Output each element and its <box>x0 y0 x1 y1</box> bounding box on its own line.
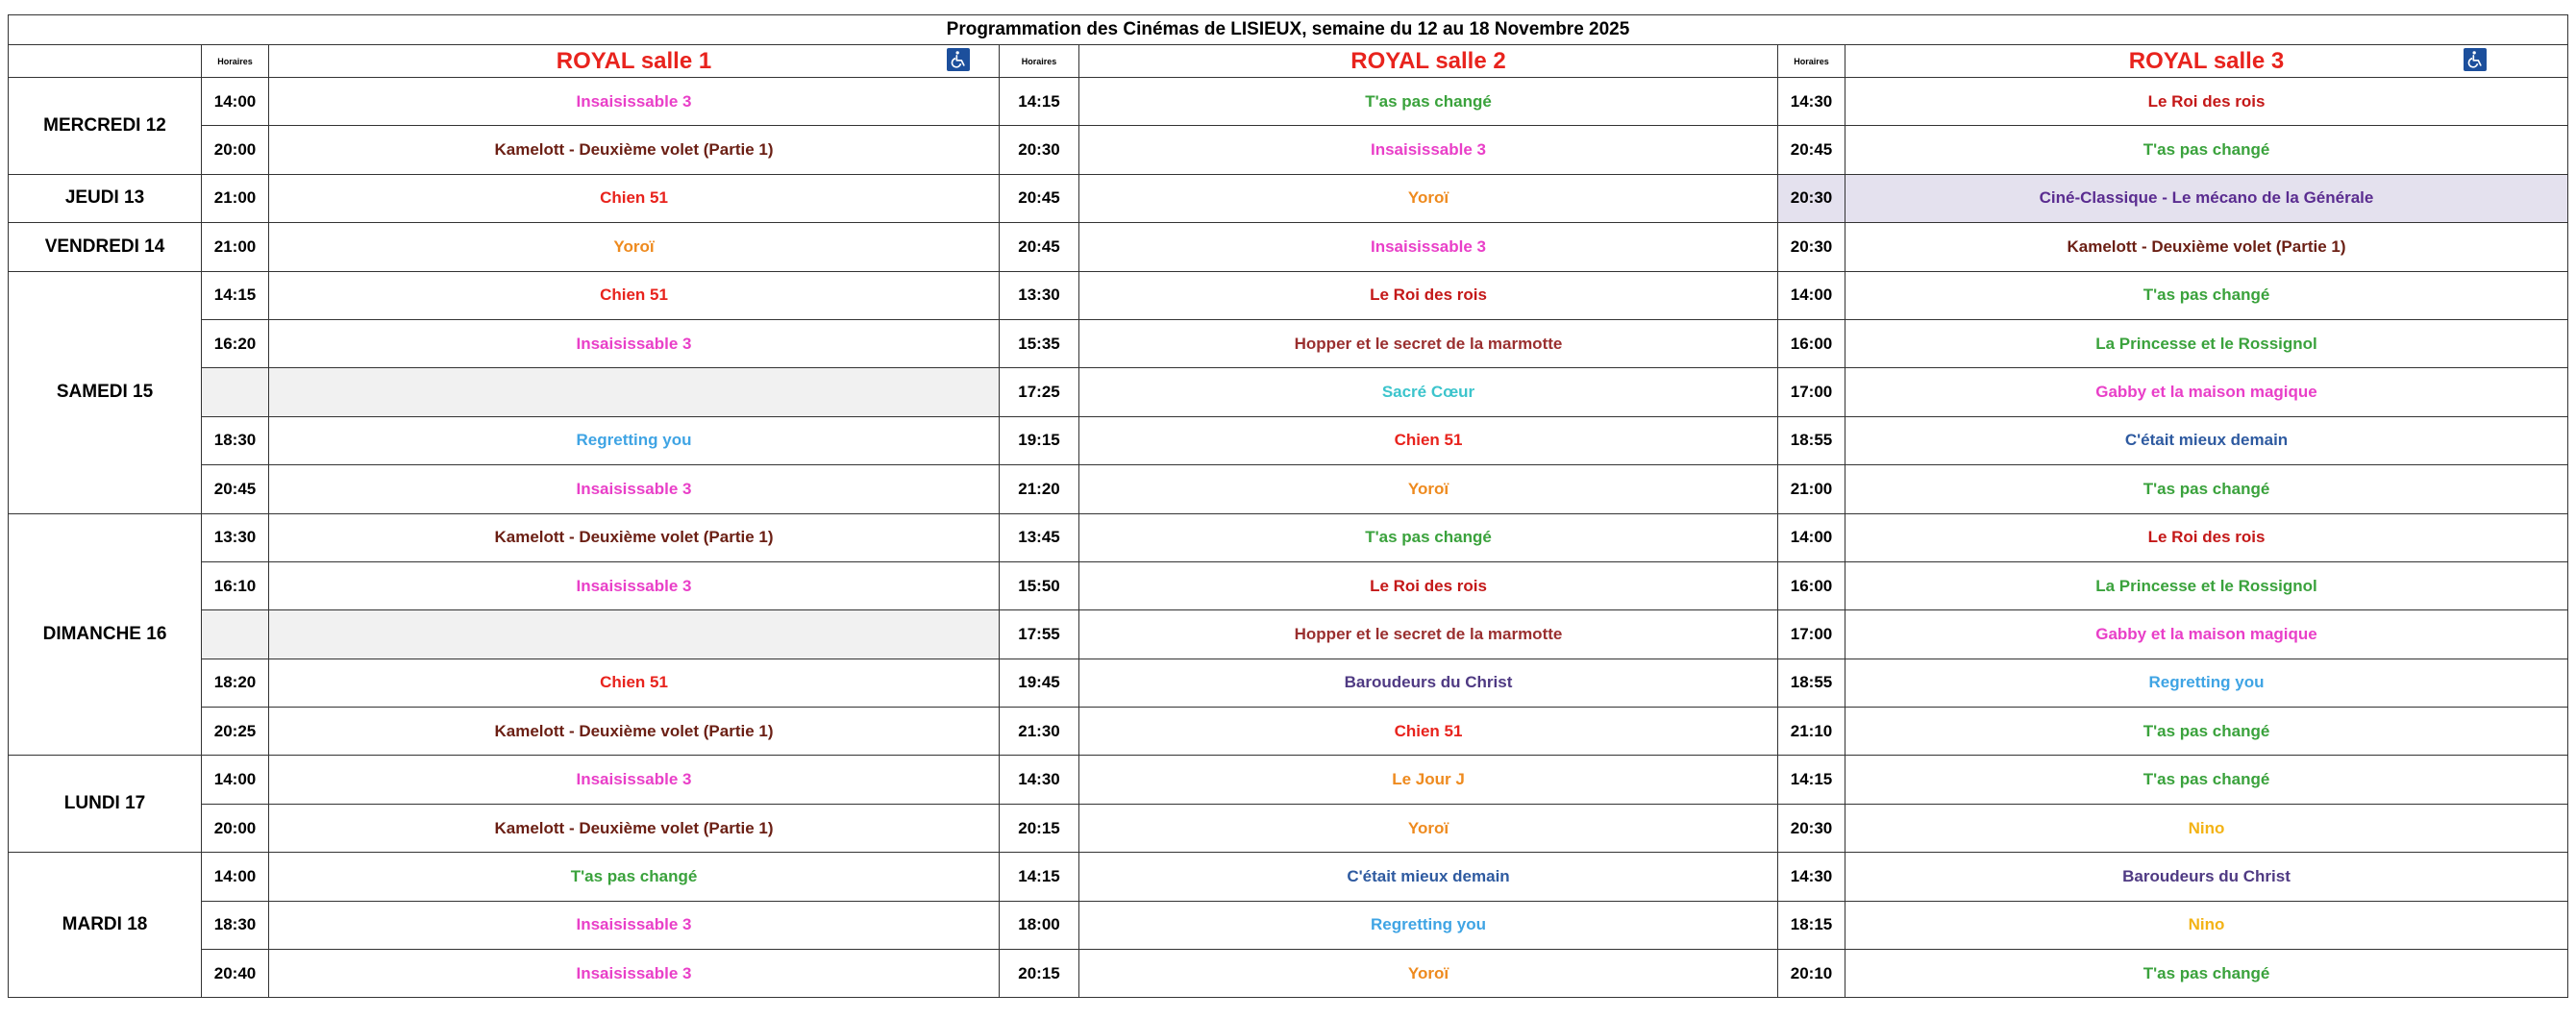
showtime-hall-1: 16:20 <box>202 319 269 367</box>
film-title-hall-3: T'as pas changé <box>1845 950 2568 998</box>
showtime-hall-3: 14:30 <box>1778 78 1845 126</box>
showtime-hall-2: 15:50 <box>1000 561 1079 609</box>
schedule-row <box>9 126 2568 174</box>
day-label: JEUDI 13 <box>9 174 202 222</box>
film-title-hall-1: Chien 51 <box>269 174 1000 222</box>
film-title-hall-2: Yoroï <box>1079 950 1778 998</box>
showtime-hall-1: 21:00 <box>202 174 269 222</box>
wheelchair-icon <box>947 48 970 71</box>
showtime-hall-2: 15:35 <box>1000 319 1079 367</box>
film-title-hall-1: Insaisissable 3 <box>269 319 1000 367</box>
film-title-hall-1: Kamelott - Deuxième volet (Partie 1) <box>269 708 1000 756</box>
showtime-hall-3: 17:00 <box>1778 610 1845 659</box>
film-title-hall-1: Insaisissable 3 <box>269 78 1000 126</box>
showtime-hall-2: 14:30 <box>1000 756 1079 804</box>
schedule-row <box>9 853 2568 901</box>
showtime-hall-2: 13:30 <box>1000 271 1079 319</box>
showtime-hall-3: 20:30 <box>1778 223 1845 271</box>
schedule-row <box>9 174 2568 222</box>
schedule-row <box>9 804 2568 852</box>
schedule-row <box>9 610 2568 659</box>
film-title-hall-2: T'as pas changé <box>1079 78 1778 126</box>
hall-2-name: ROYAL salle 2 <box>1350 47 1506 74</box>
schedule-row <box>9 271 2568 319</box>
showtime-hall-3: 18:55 <box>1778 416 1845 464</box>
film-title-hall-2: Yoroï <box>1079 465 1778 513</box>
horaires-header-3: Horaires <box>1778 45 1845 78</box>
film-title-hall-1: Insaisissable 3 <box>269 465 1000 513</box>
film-title-hall-3: Nino <box>1845 901 2568 949</box>
showtime-hall-1: 18:30 <box>202 416 269 464</box>
day-label: DIMANCHE 16 <box>9 513 202 756</box>
showtime-hall-2: 20:15 <box>1000 950 1079 998</box>
hall-2-header <box>1079 45 1778 78</box>
hall-3-header <box>1845 45 2568 78</box>
showtime-hall-3: 20:45 <box>1778 126 1845 174</box>
film-title-hall-2: C'était mieux demain <box>1079 853 1778 901</box>
hall-1-header <box>269 45 1000 78</box>
showtime-hall-1: 20:00 <box>202 804 269 852</box>
film-title-hall-1: Chien 51 <box>269 271 1000 319</box>
showtime-hall-2: 13:45 <box>1000 513 1079 561</box>
schedule-row <box>9 561 2568 609</box>
showtime-hall-3: 14:00 <box>1778 271 1845 319</box>
showtime-hall-2: 14:15 <box>1000 853 1079 901</box>
film-title-hall-1 <box>269 368 1000 416</box>
film-title-hall-1: Kamelott - Deuxième volet (Partie 1) <box>269 804 1000 852</box>
film-title-hall-2: Sacré Cœur <box>1079 368 1778 416</box>
showtime-hall-2: 20:30 <box>1000 126 1079 174</box>
showtime-hall-3: 14:15 <box>1778 756 1845 804</box>
film-title-hall-3: Baroudeurs du Christ <box>1845 853 2568 901</box>
showtime-hall-3: 20:30 <box>1778 804 1845 852</box>
film-title-hall-1: Insaisissable 3 <box>269 950 1000 998</box>
showtime-hall-3: 16:00 <box>1778 561 1845 609</box>
showtime-hall-1: 14:00 <box>202 853 269 901</box>
film-title-hall-2: Chien 51 <box>1079 416 1778 464</box>
day-label: SAMEDI 15 <box>9 271 202 513</box>
header-row <box>9 45 2568 78</box>
film-title-hall-3: T'as pas changé <box>1845 465 2568 513</box>
hall-1-name: ROYAL salle 1 <box>556 47 712 74</box>
showtime-hall-3: 18:55 <box>1778 659 1845 707</box>
schedule-row <box>9 416 2568 464</box>
film-title-hall-3: Ciné-Classique - Le mécano de la Générale <box>1845 174 2568 222</box>
film-title-hall-1: Chien 51 <box>269 659 1000 707</box>
title-row <box>9 15 2568 45</box>
film-title-hall-3: La Princesse et le Rossignol <box>1845 319 2568 367</box>
showtime-hall-1: 20:00 <box>202 126 269 174</box>
showtime-hall-2: 21:30 <box>1000 708 1079 756</box>
showtime-hall-1: 18:20 <box>202 659 269 707</box>
film-title-hall-2: Insaisissable 3 <box>1079 223 1778 271</box>
showtime-hall-1: 21:00 <box>202 223 269 271</box>
schedule-row <box>9 368 2568 416</box>
film-title-hall-3: T'as pas changé <box>1845 126 2568 174</box>
showtime-hall-1: 14:15 <box>202 271 269 319</box>
film-title-hall-2: T'as pas changé <box>1079 513 1778 561</box>
day-label: MARDI 18 <box>9 853 202 998</box>
showtime-hall-2: 14:15 <box>1000 78 1079 126</box>
film-title-hall-1: Insaisissable 3 <box>269 756 1000 804</box>
showtime-hall-3: 14:30 <box>1778 853 1845 901</box>
showtime-hall-2: 20:15 <box>1000 804 1079 852</box>
wheelchair-icon <box>2464 48 2487 71</box>
showtime-hall-3: 21:10 <box>1778 708 1845 756</box>
film-title-hall-1 <box>269 610 1000 659</box>
film-title-hall-3: Nino <box>1845 804 2568 852</box>
film-title-hall-3: T'as pas changé <box>1845 756 2568 804</box>
schedule-row <box>9 78 2568 126</box>
page-title: Programmation des Cinémas de LISIEUX, semaine du 12 au 18 Novembre 2025 <box>9 15 2568 45</box>
film-title-hall-1: Kamelott - Deuxième volet (Partie 1) <box>269 126 1000 174</box>
horaires-header-2: Horaires <box>1000 45 1079 78</box>
schedule-row <box>9 319 2568 367</box>
day-label: MERCREDI 12 <box>9 78 202 175</box>
day-label: LUNDI 17 <box>9 756 202 853</box>
showtime-hall-3: 14:00 <box>1778 513 1845 561</box>
film-title-hall-2: Yoroï <box>1079 804 1778 852</box>
film-title-hall-3: Gabby et la maison magique <box>1845 368 2568 416</box>
showtime-hall-3: 21:00 <box>1778 465 1845 513</box>
film-title-hall-3: T'as pas changé <box>1845 708 2568 756</box>
schedule-row <box>9 901 2568 949</box>
showtime-hall-3: 18:15 <box>1778 901 1845 949</box>
schedule-table <box>8 14 2568 998</box>
film-title-hall-2: Hopper et le secret de la marmotte <box>1079 610 1778 659</box>
showtime-hall-2: 21:20 <box>1000 465 1079 513</box>
schedule-row <box>9 756 2568 804</box>
showtime-hall-1: 13:30 <box>202 513 269 561</box>
day-label: VENDREDI 14 <box>9 223 202 271</box>
film-title-hall-2: Regretting you <box>1079 901 1778 949</box>
hall-3-name: ROYAL salle 3 <box>2128 47 2285 74</box>
showtime-hall-2: 19:15 <box>1000 416 1079 464</box>
showtime-hall-3: 20:10 <box>1778 950 1845 998</box>
film-title-hall-1: Regretting you <box>269 416 1000 464</box>
schedule-row <box>9 950 2568 998</box>
film-title-hall-2: Insaisissable 3 <box>1079 126 1778 174</box>
film-title-hall-2: Le Jour J <box>1079 756 1778 804</box>
showtime-hall-2: 19:45 <box>1000 659 1079 707</box>
film-title-hall-2: Hopper et le secret de la marmotte <box>1079 319 1778 367</box>
showtime-hall-1: 16:10 <box>202 561 269 609</box>
showtime-hall-1: 14:00 <box>202 78 269 126</box>
schedule-row <box>9 223 2568 271</box>
showtime-hall-3: 20:30 <box>1778 174 1845 222</box>
schedule-body <box>9 15 2568 998</box>
film-title-hall-1: Insaisissable 3 <box>269 901 1000 949</box>
schedule-row <box>9 708 2568 756</box>
showtime-hall-2: 18:00 <box>1000 901 1079 949</box>
showtime-hall-1: 18:30 <box>202 901 269 949</box>
showtime-hall-2: 17:55 <box>1000 610 1079 659</box>
showtime-hall-1: 20:45 <box>202 465 269 513</box>
film-title-hall-3: C'était mieux demain <box>1845 416 2568 464</box>
film-title-hall-2: Yoroï <box>1079 174 1778 222</box>
schedule-row <box>9 513 2568 561</box>
film-title-hall-1: T'as pas changé <box>269 853 1000 901</box>
showtime-hall-2: 20:45 <box>1000 223 1079 271</box>
showtime-hall-1: 20:40 <box>202 950 269 998</box>
film-title-hall-2: Chien 51 <box>1079 708 1778 756</box>
showtime-hall-1: 14:00 <box>202 756 269 804</box>
film-title-hall-3: T'as pas changé <box>1845 271 2568 319</box>
film-title-hall-3: Le Roi des rois <box>1845 78 2568 126</box>
showtime-hall-2: 20:45 <box>1000 174 1079 222</box>
showtime-hall-1 <box>202 610 269 659</box>
film-title-hall-1: Insaisissable 3 <box>269 561 1000 609</box>
header-day-corner <box>9 45 202 78</box>
film-title-hall-2: Baroudeurs du Christ <box>1079 659 1778 707</box>
showtime-hall-3: 16:00 <box>1778 319 1845 367</box>
horaires-header-1: Horaires <box>202 45 269 78</box>
film-title-hall-3: Regretting you <box>1845 659 2568 707</box>
schedule-row <box>9 659 2568 707</box>
showtime-hall-2: 17:25 <box>1000 368 1079 416</box>
showtime-hall-1 <box>202 368 269 416</box>
film-title-hall-2: Le Roi des rois <box>1079 561 1778 609</box>
schedule-row <box>9 465 2568 513</box>
film-title-hall-3: La Princesse et le Rossignol <box>1845 561 2568 609</box>
film-title-hall-3: Le Roi des rois <box>1845 513 2568 561</box>
film-title-hall-2: Le Roi des rois <box>1079 271 1778 319</box>
film-title-hall-1: Yoroï <box>269 223 1000 271</box>
film-title-hall-1: Kamelott - Deuxième volet (Partie 1) <box>269 513 1000 561</box>
film-title-hall-3: Gabby et la maison magique <box>1845 610 2568 659</box>
showtime-hall-1: 20:25 <box>202 708 269 756</box>
showtime-hall-3: 17:00 <box>1778 368 1845 416</box>
film-title-hall-3: Kamelott - Deuxième volet (Partie 1) <box>1845 223 2568 271</box>
